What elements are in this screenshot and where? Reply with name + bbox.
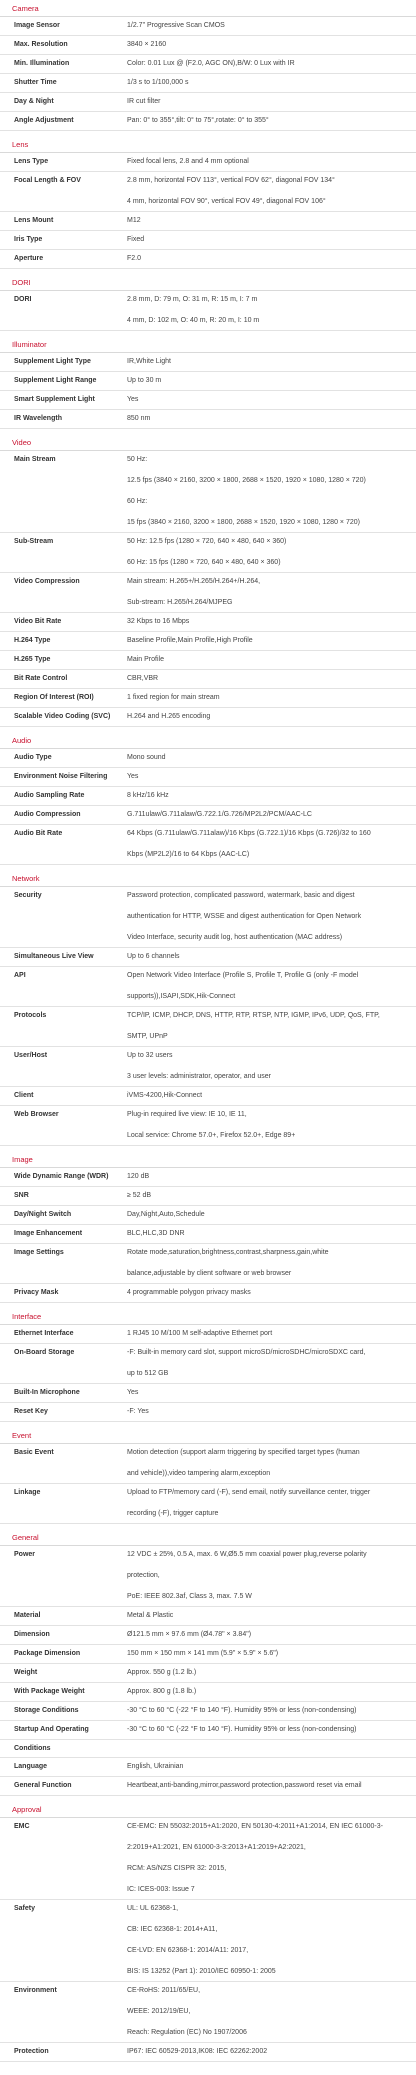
spec-label: Package Dimension: [14, 1650, 81, 1657]
spec-values: [123, 1546, 416, 1606]
spec-value: RCM: AS/NZS CISPR 32: 2015,: [127, 1865, 227, 1872]
spec-label: API: [14, 972, 26, 979]
spec-row: [0, 212, 416, 231]
spec-value: Pan: 0° to 355°,tilt: 0° to 75°,rotate: 0° to 355°: [127, 117, 269, 124]
spec-values: [123, 1325, 416, 1343]
spec-values: [123, 1168, 416, 1186]
spec-row: [0, 1818, 416, 1900]
spec-values: [123, 1106, 416, 1145]
spec-values: [123, 93, 416, 111]
spec-label: Storage Conditions: [14, 1707, 79, 1714]
spec-values: [123, 689, 416, 707]
spec-label: Protection: [14, 2048, 49, 2055]
spec-value: 1 fixed region for main stream: [127, 694, 220, 701]
spec-value: up to 512 GB: [127, 1370, 169, 1377]
spec-label: Security: [14, 892, 42, 899]
spec-label: Conditions: [14, 1745, 51, 1752]
spec-values: [123, 1403, 416, 1421]
spec-value: CE-RoHS: 2011/65/EU,: [127, 1987, 201, 1994]
spec-values: [123, 1702, 416, 1720]
spec-label: Image Sensor: [14, 22, 60, 29]
spec-value: 120 dB: [127, 1173, 150, 1180]
spec-label: Region Of Interest (ROI): [14, 694, 94, 701]
spec-label: Privacy Mask: [14, 1289, 59, 1296]
spec-value: -30 °C to 60 °C (-22 °F to 140 °F). Humidity 95% or less (non-condensing): [127, 1726, 357, 1733]
spec-value: 32 Kbps to 16 Mbps: [127, 618, 190, 625]
spec-label: With Package Weight: [14, 1688, 85, 1695]
spec-row: [0, 651, 416, 670]
spec-label: Scalable Video Coding (SVC): [14, 713, 111, 720]
spec-row: [0, 250, 416, 269]
spec-values: [123, 1284, 416, 1302]
spec-row: [0, 112, 416, 131]
spec-value: Sub-stream: H.265/H.264/MJPEG: [127, 599, 233, 606]
spec-value: Approx. 550 g (1.2 lb.): [127, 1669, 197, 1676]
spec-value: SMTP, UPnP: [127, 1033, 168, 1040]
spec-row: [0, 787, 416, 806]
spec-values: [123, 806, 416, 824]
spec-value: Main stream: H.265+/H.265/H.264+/H.264,: [127, 578, 261, 585]
spec-label: Iris Type: [14, 236, 43, 243]
spec-label: Audio Compression: [14, 811, 81, 818]
spec-value: BLC,HLC,3D DNR: [127, 1230, 185, 1237]
spec-row: [0, 1444, 416, 1484]
spec-value: supports)),ISAPI,SDK,Hik-Connect: [127, 993, 236, 1000]
spec-value: iVMS-4200,Hik-Connect: [127, 1092, 203, 1099]
spec-values: [123, 670, 416, 688]
spec-label: Video Compression: [14, 578, 80, 585]
spec-values: [123, 887, 416, 947]
spec-row: [0, 613, 416, 632]
spec-row: [0, 1664, 416, 1683]
spec-value: 4 programmable polygon privacy masks: [127, 1289, 251, 1296]
spec-row: [0, 1244, 416, 1284]
spec-value: 60 Hz: 15 fps (1280 × 720, 640 × 480, 640 × 360): [127, 559, 281, 566]
spec-label: Audio Bit Rate: [14, 830, 63, 837]
spec-value: H.264 and H.265 encoding: [127, 713, 211, 720]
spec-values: [123, 749, 416, 767]
spec-row: [0, 1546, 416, 1607]
section-title: Network: [0, 870, 416, 887]
spec-value: Up to 32 users: [127, 1052, 173, 1059]
spec-label: Startup And Operating: [14, 1726, 89, 1733]
spec-row: [0, 93, 416, 112]
spec-values: [123, 825, 416, 864]
spec-label: General Function: [14, 1782, 72, 1789]
spec-row: [0, 1683, 416, 1702]
spec-label: Linkage: [14, 1489, 41, 1496]
spec-values: [123, 1664, 416, 1682]
spec-row: [0, 451, 416, 533]
spec-value: 50 Hz:: [127, 456, 148, 463]
spec-value: 2.8 mm, D: 79 m, O: 31 m, R: 15 m, I: 7 m: [127, 296, 258, 303]
spec-value: Yes: [127, 396, 139, 403]
spec-value: CB: IEC 62368-1: 2014+A11,: [127, 1926, 218, 1933]
spec-value: Fixed: [127, 236, 145, 243]
spec-label: Max. Resolution: [14, 41, 68, 48]
spec-value: CE-LVD: EN 62368-1: 2014/A11: 2017,: [127, 1947, 249, 1954]
spec-label: Sub-Stream: [14, 538, 54, 545]
spec-value: Fixed focal lens, 2.8 and 4 mm optional: [127, 158, 249, 165]
spec-values: [123, 231, 416, 249]
spec-value: IP67: IEC 60529-2013,IK08: IEC 62262:2002: [127, 2048, 268, 2055]
spec-values: [123, 2043, 416, 2061]
spec-row: [0, 1325, 416, 1344]
spec-value: Plug-in required live view: IE 10, IE 11,: [127, 1111, 247, 1118]
spec-values: [123, 1683, 416, 1701]
spec-value: 2:2019+A1:2021, EN 61000-3-3:2013+A1:2019+A2:2021,: [127, 1844, 306, 1851]
spec-label: Protocols: [14, 1012, 47, 1019]
spec-values: [123, 212, 416, 230]
spec-value: 2.8 mm, horizontal FOV 113°, vertical FOV 62°, diagonal FOV 134°: [127, 177, 335, 184]
spec-value: 150 mm × 150 mm × 141 mm (5.9" × 5.9" × 5.6"): [127, 1650, 279, 1657]
spec-label: Basic Event: [14, 1449, 54, 1456]
spec-label: Wide Dynamic Range (WDR): [14, 1173, 109, 1180]
spec-values: [123, 1225, 416, 1243]
section-title: General: [0, 1529, 416, 1546]
spec-value: Motion detection (support alarm triggering by specified target types (human: [127, 1449, 360, 1456]
spec-value: BIS: IS 13252 (Part 1): 2010/IEC 60950-1: 2005: [127, 1968, 276, 1975]
spec-label: Day/Night Switch: [14, 1211, 72, 1218]
spec-label: Supplement Light Type: [14, 358, 91, 365]
spec-row: [0, 967, 416, 1007]
section-title: Approval: [0, 1801, 416, 1818]
spec-value: 3 user levels: administrator, operator, and user: [127, 1073, 271, 1080]
spec-values: [123, 250, 416, 268]
spec-label: User/Host: [14, 1052, 48, 1059]
spec-value: M12: [127, 217, 141, 224]
spec-value: Ø121.5 mm × 97.6 mm (Ø4.78" × 3.84"): [127, 1631, 252, 1638]
spec-row: [0, 806, 416, 825]
spec-row: [0, 2043, 416, 2062]
spec-value: Main Profile: [127, 656, 164, 663]
spec-values: [123, 533, 416, 572]
spec-values: [123, 1900, 416, 1981]
spec-row: [0, 231, 416, 250]
spec-label: Image Enhancement: [14, 1230, 83, 1237]
spec-row: [0, 1007, 416, 1047]
spec-row: [0, 1702, 416, 1721]
spec-row: [0, 1740, 416, 1758]
spec-value: Yes: [127, 1389, 139, 1396]
spec-label: Focal Length & FOV: [14, 177, 81, 184]
spec-value: 64 Kbps (G.711ulaw/G.711alaw)/16 Kbps (G.722.1)/16 Kbps (G.726)/32 to 160: [127, 830, 371, 837]
spec-row: [0, 17, 416, 36]
spec-value: Open Network Video Interface (Profile S, Profile T, Profile G (only -F model: [127, 972, 359, 979]
spec-values: [123, 708, 416, 726]
spec-values: [123, 36, 416, 54]
spec-values: [123, 1626, 416, 1644]
spec-values: [123, 1721, 416, 1739]
spec-row: [0, 1645, 416, 1664]
spec-row: [0, 391, 416, 410]
section-title: Audio: [0, 732, 416, 749]
spec-values: [123, 1982, 416, 2042]
spec-value: ≥ 52 dB: [127, 1192, 152, 1199]
spec-label: Dimension: [14, 1631, 50, 1638]
spec-row: [0, 749, 416, 768]
spec-label: Aperture: [14, 255, 44, 262]
spec-value: Mono sound: [127, 754, 166, 761]
spec-values: [123, 353, 416, 371]
spec-label: Image Settings: [14, 1249, 64, 1256]
spec-values: [123, 153, 416, 171]
spec-label: Ethernet Interface: [14, 1330, 74, 1337]
spec-value: recording (-F), trigger capture: [127, 1510, 219, 1517]
spec-value: Local service: Chrome 57.0+, Firefox 52.0+, Edge 89+: [127, 1132, 296, 1139]
spec-value: Up to 30 m: [127, 377, 162, 384]
spec-value: [127, 1743, 404, 1745]
spec-values: [123, 787, 416, 805]
spec-value: F2.0: [127, 255, 142, 262]
section-title: Illuminator: [0, 336, 416, 353]
spec-label: Built-In Microphone: [14, 1389, 80, 1396]
spec-values: [123, 768, 416, 786]
spec-row: [0, 153, 416, 172]
spec-row: [0, 1284, 416, 1303]
spec-label: H.265 Type: [14, 656, 51, 663]
spec-value: Yes: [127, 773, 139, 780]
spec-value: Upload to FTP/memory card (-F), send email, notify surveillance center, trigger: [127, 1489, 371, 1496]
spec-value: English, Ukrainian: [127, 1763, 184, 1770]
spec-value: CE-EMC: EN 55032:2015+A1:2020, EN 50130-4:2011+A1:2014, EN IEC 61000-3-: [127, 1823, 383, 1830]
spec-row: [0, 1982, 416, 2043]
spec-values: [123, 1206, 416, 1224]
spec-values: [123, 967, 416, 1006]
spec-value: 4 mm, horizontal FOV 90°, vertical FOV 49°, diagonal FOV 106°: [127, 198, 326, 205]
spec-label: Supplement Light Range: [14, 377, 97, 384]
spec-row: [0, 1758, 416, 1777]
spec-row: [0, 670, 416, 689]
spec-label: Lens Type: [14, 158, 49, 165]
spec-row: [0, 74, 416, 93]
spec-values: [123, 1344, 416, 1383]
spec-values: [123, 1444, 416, 1483]
spec-row: [0, 1384, 416, 1403]
spec-values: [123, 1087, 416, 1105]
spec-label: H.264 Type: [14, 637, 51, 644]
spec-row: [0, 1484, 416, 1524]
spec-value: 60 Hz:: [127, 498, 148, 505]
spec-values: [123, 451, 416, 532]
spec-values: [123, 1484, 416, 1523]
spec-row: [0, 948, 416, 967]
spec-label: Client: [14, 1092, 34, 1099]
spec-values: [123, 632, 416, 650]
spec-value: Rotate mode,saturation,brightness,contrast,sharpness,gain,white: [127, 1249, 329, 1256]
spec-label: Min. Illumination: [14, 60, 70, 67]
section-title: Camera: [0, 0, 416, 17]
spec-label: Audio Sampling Rate: [14, 792, 85, 799]
spec-value: 12 VDC ± 25%, 0.5 A, max. 6 W,Ø5.5 mm coaxial power plug,reverse polarity: [127, 1551, 367, 1558]
spec-value: 1/2.7" Progressive Scan CMOS: [127, 22, 225, 29]
spec-row: [0, 573, 416, 613]
spec-value: 15 fps (3840 × 2160, 3200 × 1800, 2688 × 1520, 1920 × 1080, 1280 × 720): [127, 519, 360, 526]
spec-values: [123, 391, 416, 409]
spec-values: [123, 372, 416, 390]
spec-row: [0, 410, 416, 429]
spec-value: IR cut filter: [127, 98, 161, 105]
spec-value: Day,Night,Auto,Schedule: [127, 1211, 205, 1218]
spec-label: Lens Mount: [14, 217, 54, 224]
spec-value: 3840 × 2160: [127, 41, 167, 48]
spec-value: G.711ulaw/G.711alaw/G.722.1/G.726/MP2L2/PCM/AAC-LC: [127, 811, 312, 818]
spec-label: Power: [14, 1551, 36, 1558]
spec-label: Day & Night: [14, 98, 54, 105]
spec-label: On-Board Storage: [14, 1349, 75, 1356]
spec-row: [0, 533, 416, 573]
spec-label: Bit Rate Control: [14, 675, 68, 682]
spec-value: Baseline Profile,Main Profile,High Profile: [127, 637, 253, 644]
spec-value: 12.5 fps (3840 × 2160, 3200 × 1800, 2688 × 1520, 1920 × 1080, 1280 × 720): [127, 477, 366, 484]
spec-row: [0, 1626, 416, 1645]
spec-values: [123, 948, 416, 966]
spec-label: DORI: [14, 296, 32, 303]
spec-label: Environment Noise Filtering: [14, 773, 108, 780]
spec-value: Metal & Plastic: [127, 1612, 174, 1619]
spec-value: Kbps (MP2L2)/16 to 64 Kbps (AAC-LC): [127, 851, 250, 858]
spec-values: [123, 112, 416, 130]
spec-label: Main Stream: [14, 456, 56, 463]
section-title: Interface: [0, 1308, 416, 1325]
spec-value: authentication for HTTP, WSSE and digest authentication for Open Network: [127, 913, 362, 920]
spec-value: -F: Built-in memory card slot, support microSD/microSDHC/microSDXC card,: [127, 1349, 366, 1356]
spec-value: 850 nm: [127, 415, 151, 422]
spec-values: [123, 573, 416, 612]
spec-value: Heartbeat,anti-banding,mirror,password protection,password reset via email: [127, 1782, 362, 1789]
spec-value: 1 RJ45 10 M/100 M self-adaptive Ethernet port: [127, 1330, 273, 1337]
spec-values: [123, 613, 416, 631]
spec-row: [0, 887, 416, 948]
spec-values: [123, 1740, 416, 1757]
spec-label: Language: [14, 1763, 48, 1770]
spec-value: Color: 0.01 Lux @ (F2.0, AGC ON),B/W: 0 Lux with IR: [127, 60, 295, 67]
spec-value: 4 mm, D: 102 m, O: 40 m, R: 20 m, I: 10 m: [127, 317, 260, 324]
spec-label: Material: [14, 1612, 41, 1619]
spec-values: [123, 1384, 416, 1402]
section-title: Image: [0, 1151, 416, 1168]
spec-value: Password protection, complicated password, watermark, basic and digest: [127, 892, 355, 899]
spec-values: [123, 55, 416, 73]
spec-values: [123, 1607, 416, 1625]
spec-value: UL: UL 62368-1,: [127, 1905, 179, 1912]
spec-label: Safety: [14, 1905, 36, 1912]
spec-values: [123, 1244, 416, 1283]
spec-value: 50 Hz: 12.5 fps (1280 × 720, 640 × 480, 640 × 360): [127, 538, 287, 545]
section-title: Event: [0, 1427, 416, 1444]
spec-values: [123, 74, 416, 92]
spec-row: [0, 708, 416, 727]
spec-row: [0, 36, 416, 55]
spec-label: IR Wavelength: [14, 415, 62, 422]
spec-value: TCP/IP, ICMP, DHCP, DNS, HTTP, RTP, RTSP, NTP, IGMP, IPv6, UDP, QoS, FTP,: [127, 1012, 380, 1019]
spec-label: Video Bit Rate: [14, 618, 62, 625]
spec-row: [0, 1106, 416, 1146]
spec-row: [0, 689, 416, 708]
spec-row: [0, 1206, 416, 1225]
spec-value: CBR,VBR: [127, 675, 159, 682]
spec-value: Approx. 800 g (1.8 lb.): [127, 1688, 197, 1695]
spec-value: -F: Yes: [127, 1408, 149, 1415]
spec-label: Web Browser: [14, 1111, 59, 1118]
spec-value: balance,adjustable by client software or web browser: [127, 1270, 292, 1277]
spec-label: Environment: [14, 1987, 57, 1994]
spec-row: [0, 1777, 416, 1796]
spec-label: Simultaneous Live View: [14, 953, 94, 960]
spec-value: IR,White Light: [127, 358, 171, 365]
spec-row: [0, 291, 416, 331]
spec-row: [0, 172, 416, 212]
spec-label: Shutter Time: [14, 79, 57, 86]
spec-values: [123, 410, 416, 428]
section-title: Video: [0, 434, 416, 451]
spec-label: Weight: [14, 1669, 38, 1676]
spec-value: 8 kHz/16 kHz: [127, 792, 169, 799]
spec-row: [0, 1721, 416, 1740]
spec-value: PoE: IEEE 802.3af, Class 3, max. 7.5 W: [127, 1593, 252, 1600]
spec-row: [0, 1344, 416, 1384]
spec-row: [0, 632, 416, 651]
spec-label: EMC: [14, 1823, 30, 1830]
spec-value: protection,: [127, 1572, 160, 1579]
section-title: DORI: [0, 274, 416, 291]
spec-label: SNR: [14, 1192, 29, 1199]
section-title: Lens: [0, 136, 416, 153]
spec-row: [0, 353, 416, 372]
spec-values: [123, 1818, 416, 1899]
spec-values: [123, 17, 416, 35]
spec-value: WEEE: 2012/19/EU,: [127, 2008, 191, 2015]
spec-value: and vehicle)),video tampering alarm,exception: [127, 1470, 271, 1477]
spec-value: IC: ICES-003: Issue 7: [127, 1886, 195, 1893]
spec-values: [123, 1777, 416, 1795]
spec-row: [0, 768, 416, 787]
spec-row: [0, 1900, 416, 1982]
spec-values: [123, 1007, 416, 1046]
spec-label: Audio Type: [14, 754, 52, 761]
spec-values: [123, 291, 416, 330]
spec-row: [0, 1607, 416, 1626]
spec-value: -30 °C to 60 °C (-22 °F to 140 °F). Humidity 95% or less (non-condensing): [127, 1707, 357, 1714]
spec-label: Smart Supplement Light: [14, 396, 95, 403]
spec-row: [0, 1403, 416, 1422]
spec-value: Up to 6 channels: [127, 953, 180, 960]
spec-values: [123, 651, 416, 669]
spec-row: [0, 372, 416, 391]
spec-values: [123, 1187, 416, 1205]
spec-values: [123, 172, 416, 211]
spec-label: Angle Adjustment: [14, 117, 74, 124]
spec-row: [0, 825, 416, 865]
spec-row: [0, 1225, 416, 1244]
spec-row: [0, 1047, 416, 1087]
spec-values: [123, 1047, 416, 1086]
spec-row: [0, 1187, 416, 1206]
spec-row: [0, 1087, 416, 1106]
spec-label: Reset Key: [14, 1408, 48, 1415]
spec-row: [0, 55, 416, 74]
spec-value: Reach: Regulation (EC) No 1907/2006: [127, 2029, 247, 2036]
spec-value: 1/3 s to 1/100,000 s: [127, 79, 189, 86]
spec-values: [123, 1758, 416, 1776]
spec-values: [123, 1645, 416, 1663]
spec-value: Video Interface, security audit log, host authentication (MAC address): [127, 934, 343, 941]
spec-row: [0, 1168, 416, 1187]
